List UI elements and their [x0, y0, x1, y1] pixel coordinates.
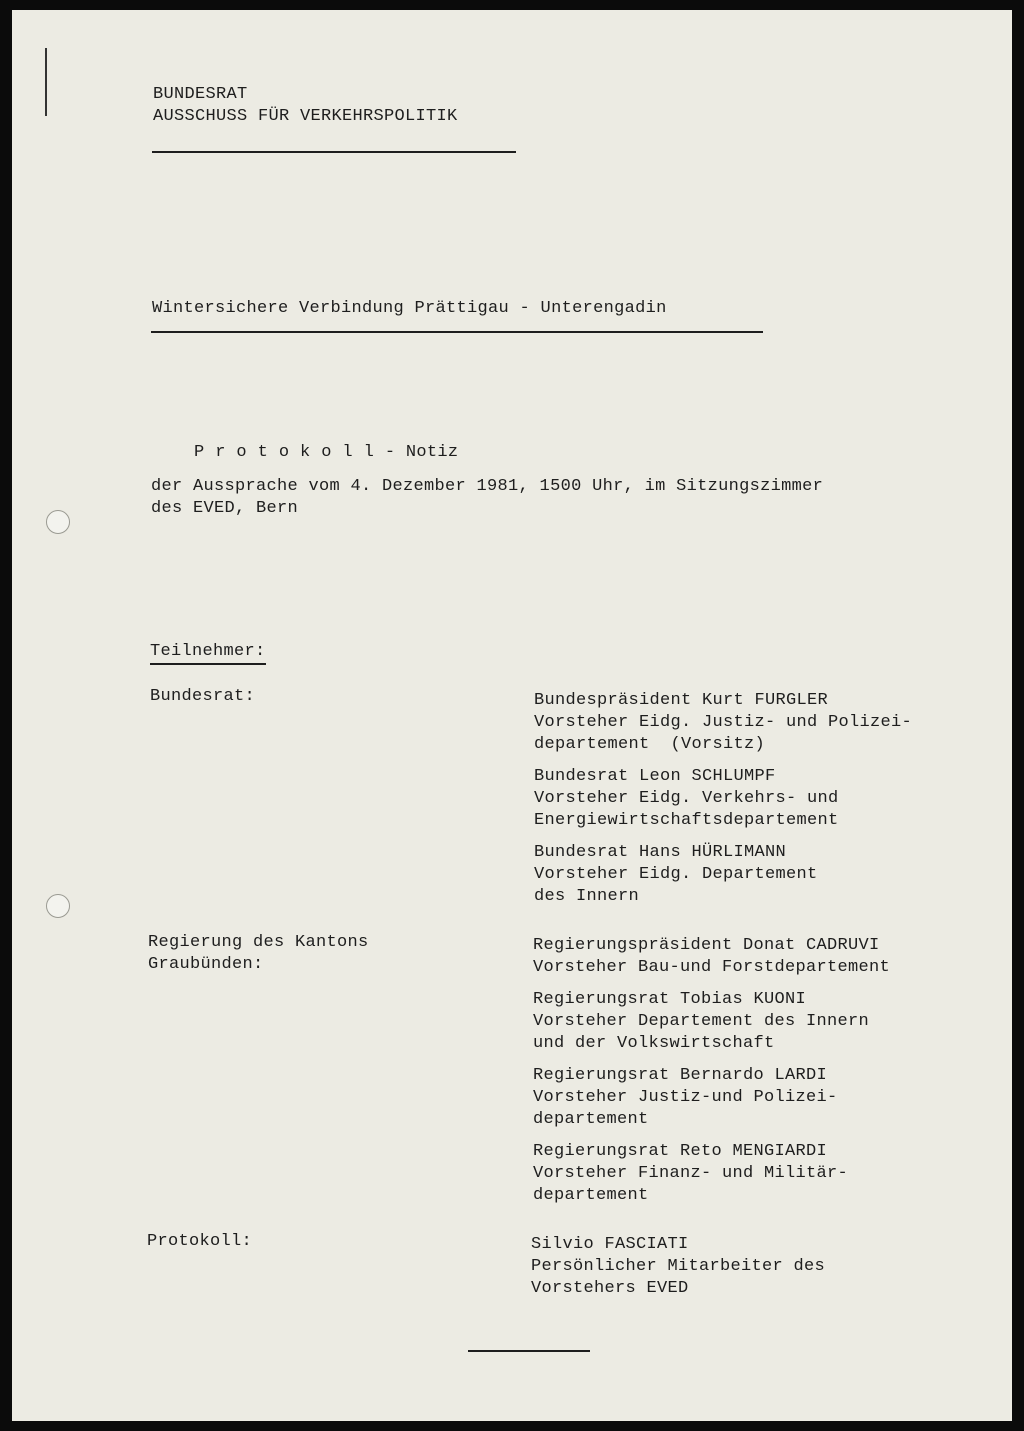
participant-line: Energiewirtschaftsdepartement [534, 811, 839, 830]
participant-line: Bundespräsident Kurt FURGLER [534, 691, 829, 710]
participant-line: departement [533, 1110, 649, 1129]
participant-line: Regierungspräsident Donat CADRUVI [533, 936, 880, 955]
group-label [150, 686, 255, 708]
participant-line: und der Volkswirtschaft [533, 1034, 775, 1053]
punch-hole-bottom [46, 894, 70, 918]
header-rule [152, 151, 516, 153]
participants-heading: Teilnehmer: [150, 641, 266, 665]
header-line-2: AUSSCHUSS FÜR VERKEHRSPOLITIK [153, 107, 458, 126]
participant-line: Bundesrat Hans HÜRLIMANN [534, 843, 787, 862]
participant-line: Persönlicher Mitarbeiter des [531, 1257, 826, 1276]
participant-line: Vorsteher Eidg. Verkehrs- und [534, 789, 839, 808]
header-line-1: BUNDESRAT [153, 85, 248, 104]
subject-title: Wintersichere Verbindung Prättigau - Unterengadin [152, 299, 667, 318]
participant-line: departement [533, 1186, 649, 1205]
participant-line: Vorsteher Justiz-und Polizei- [533, 1088, 838, 1107]
participant-line: Vorsteher Finanz- und Militär- [533, 1164, 849, 1183]
participant-line: Bundesrat Leon SCHLUMPF [534, 767, 776, 786]
group-entries [534, 690, 912, 918]
participant-line: Regierungsrat Bernardo LARDI [533, 1066, 828, 1085]
participant-line: Vorsteher Bau-und Forstdepartement [533, 958, 891, 977]
group-label [147, 1231, 252, 1253]
binder-mark [45, 48, 47, 116]
group-entries [531, 1234, 825, 1310]
participant-line: Regierungsrat Reto MENGIARDI [533, 1142, 828, 1161]
participant-entry [533, 935, 890, 979]
participant-entry [534, 690, 912, 756]
group-label-line: Bundesrat: [150, 687, 256, 706]
meeting-line-2: des EVED, Bern [151, 499, 299, 518]
participant-entry [533, 1065, 890, 1131]
group-entries [533, 935, 890, 1217]
participant-line: Vorsteher Eidg. Justiz- und Polizei- [534, 713, 913, 732]
participant-line: Vorstehers EVED [531, 1279, 689, 1298]
participant-entry [533, 989, 890, 1055]
closing-rule [468, 1350, 590, 1352]
group-label-line: Regierung des Kantons [148, 933, 369, 952]
participant-line: Vorsteher Departement des Innern [533, 1012, 870, 1031]
participant-entry [534, 766, 912, 832]
participant-entry [534, 842, 912, 908]
participant-line: Vorsteher Eidg. Departement [534, 865, 818, 884]
group-label-line: Protokoll: [147, 1232, 253, 1251]
doc-type-suffix: - Notiz [384, 443, 459, 462]
group-label-line: Graubünden: [148, 955, 264, 974]
participant-entry [533, 1141, 890, 1207]
participant-entry [531, 1234, 825, 1300]
subject-rule [151, 331, 763, 333]
punch-hole-top [46, 510, 70, 534]
participant-line: Regierungsrat Tobias KUONI [533, 990, 807, 1009]
doc-type-spaced: Protokoll [194, 443, 385, 462]
participant-line: des Innern [534, 887, 640, 906]
meeting-line-1: der Aussprache vom 4. Dezember 1981, 1500 Uhr, im Sitzungszimmer [151, 477, 824, 496]
participant-line: Silvio FASCIATI [531, 1235, 689, 1254]
group-label [148, 932, 369, 976]
document-page [12, 10, 1012, 1421]
participant-line: departement (Vorsitz) [534, 735, 766, 754]
